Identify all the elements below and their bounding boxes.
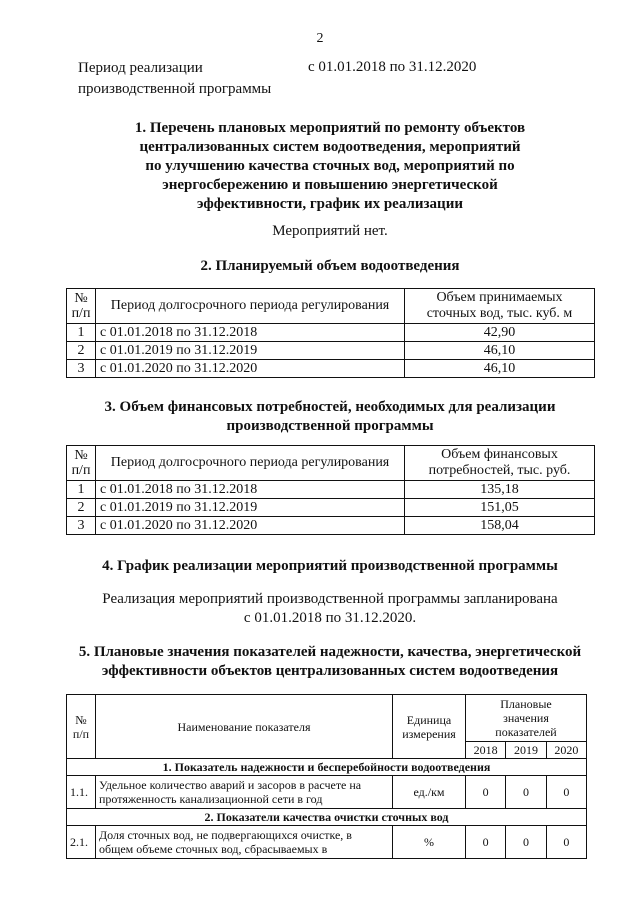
row-period: с 01.01.2018 по 31.12.2018 [96,481,405,499]
row-name-line2: общем объеме сточных вод, сбрасываемых в [99,842,328,856]
row-num: 1.1. [67,776,96,809]
header-num-line1: № [74,291,88,306]
table-row [67,826,587,859]
row-name-line2: протяженность канализационной сети в год [99,792,323,806]
group-title: 1. Показатель надежности и бесперебойности водоотведения [67,759,587,776]
row-value: 42,90 [405,324,595,342]
section4-text [60,590,600,628]
row-period: с 01.01.2018 по 31.12.2018 [96,324,405,342]
section3-title-line1: 3. Объем финансовых потребностей, необходимых для реализации [104,399,556,415]
section4-title: 4. График реализации мероприятий производственной программы [102,558,558,574]
section1-title-line3: по улучшению качества сточных вод, мероприятий по [145,158,515,174]
header-volume-line1: Объем принимаемых [436,290,563,305]
table-row [67,360,595,378]
row-period: с 01.01.2019 по 31.12.2019 [96,342,405,360]
header-num-line1: № [75,712,87,727]
row-name [96,826,393,859]
table-header-row [67,446,595,481]
row-value: 0 [466,776,506,809]
row-value: 0 [466,826,506,859]
row-num: 1 [67,481,96,499]
period-label-line1: Период реализации [78,60,203,76]
row-value: 0 [546,776,586,809]
section1-title-line1: 1. Перечень плановых мероприятий по ремонту объектов [134,120,526,136]
header-num [67,695,96,759]
row-name-line1: Удельное количество аварий и засоров в расчете на [99,778,362,792]
row-unit: % [393,826,466,859]
header-volume-line2: потребностей, тыс. руб. [428,463,571,478]
header-num-line1: № [74,448,88,463]
section5-title [60,643,600,681]
table-header-row [67,289,595,324]
period-value: с 01.01.2018 по 31.12.2020 [308,59,477,75]
header-volume-line1: Объем финансовых [441,447,558,462]
header-planned-line3: показателей [495,725,557,739]
header-num-line2: п/п [72,726,90,741]
row-name [96,776,393,809]
row-num: 1 [67,324,96,342]
header-volume-line2: сточных вод, тыс. куб. м [426,306,573,321]
row-period: с 01.01.2020 по 31.12.2020 [96,360,405,378]
header-period: Период долгосрочного периода регулирования [96,446,405,481]
section5-title-line2: эффективности объектов централизованных систем водоотведения [101,663,559,679]
header-name: Наименование показателя [96,695,393,759]
section3-title-line2: производственной программы [226,418,434,434]
section3-title [60,398,600,436]
header-unit-line1: Единица [406,712,452,727]
header-volume [405,289,595,324]
section1-text: Мероприятий нет. [272,223,388,239]
row-value: 46,10 [405,360,595,378]
header-year: 2020 [546,742,586,759]
header-planned-line2: значения [503,711,549,725]
row-value: 135,18 [405,481,595,499]
row-value: 0 [506,776,546,809]
row-value: 0 [546,826,586,859]
header-planned [466,695,587,742]
row-period: с 01.01.2019 по 31.12.2019 [96,499,405,517]
row-num: 3 [67,517,96,535]
header-year: 2019 [506,742,546,759]
indicators-table [66,694,587,859]
header-planned-line1: Плановые [500,697,552,711]
section5-title-line1: 5. Плановые значения показателей надежности, качества, энергетической [78,644,582,660]
table-row [67,776,587,809]
group-title: 2. Показатели качества очистки сточных вод [67,809,587,826]
table-row [67,342,595,360]
row-num: 2.1. [67,826,96,859]
header-num [67,446,96,481]
section2-title: 2. Планируемый объем водоотведения [200,258,460,274]
section4-text-line1: Реализация мероприятий производственной программы запланирована [102,591,558,607]
section1-title [60,119,600,214]
row-period: с 01.01.2020 по 31.12.2020 [96,517,405,535]
row-num: 2 [67,499,96,517]
row-name-line1: Доля сточных вод, не подвергающихся очистке, в [99,828,352,842]
row-value: 158,04 [405,517,595,535]
row-value: 46,10 [405,342,595,360]
row-unit: ед./км [393,776,466,809]
group-row [67,759,587,776]
table-row [67,517,595,535]
row-num: 2 [67,342,96,360]
row-value: 151,05 [405,499,595,517]
table-row [67,481,595,499]
finance-table [66,445,595,535]
header-num-line2: п/п [71,463,91,478]
period-label-line2: производственной программы [78,81,272,97]
header-year: 2018 [466,742,506,759]
page-number: 2 [316,31,324,46]
section1-title-line4: энергосбережению и повышению энергетической [162,177,498,193]
header-num-line2: п/п [71,306,91,321]
section1-title-line5: эффективности, график их реализации [197,196,463,212]
header-unit [393,695,466,759]
group-row [67,809,587,826]
table-row [67,499,595,517]
header-period: Период долгосрочного периода регулирования [96,289,405,324]
table-row [67,324,595,342]
period-label [78,58,271,100]
section1-title-line2: централизованных систем водоотведения, мероприятий [139,139,521,155]
header-volume [405,446,595,481]
section4-text-line2: с 01.01.2018 по 31.12.2020. [243,610,417,626]
header-unit-line2: измерения [402,726,456,741]
row-num: 3 [67,360,96,378]
table-header-row [67,695,587,742]
header-num [67,289,96,324]
volume-table [66,288,595,378]
row-value: 0 [506,826,546,859]
